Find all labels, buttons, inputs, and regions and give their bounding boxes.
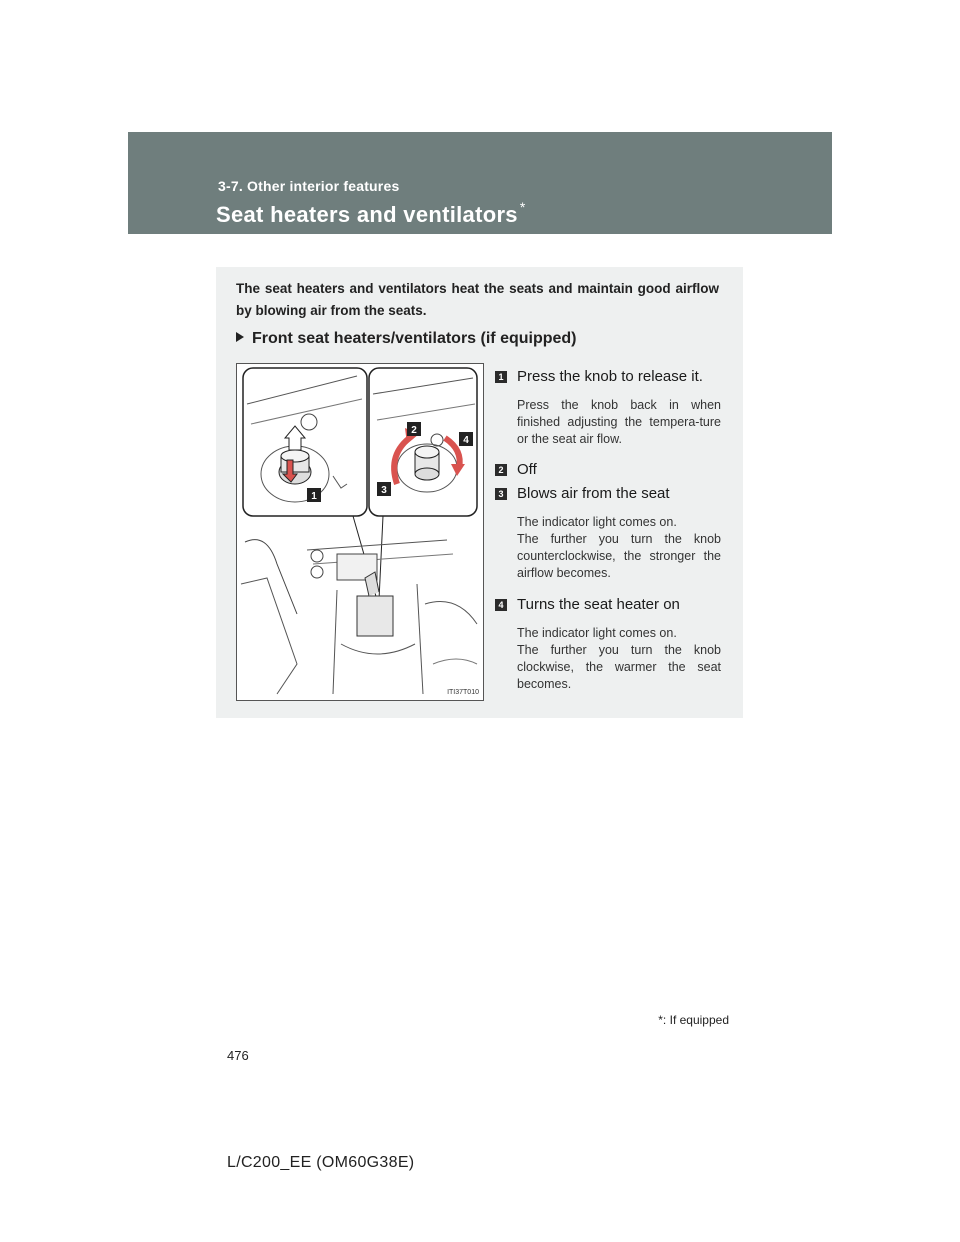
step-4 (495, 595, 721, 693)
figure-code: ITI37T010 (447, 689, 479, 696)
steering-wheel (245, 540, 297, 614)
step-3-title: Blows air from the seat (517, 485, 670, 502)
svg-text:2: 2 (411, 425, 417, 436)
document-code: L/C200_EE (OM60G38E) (227, 1154, 415, 1171)
intro-text: The seat heaters and ventilators heat the seats and maintain good airflow by blowing air from the seats. (236, 281, 719, 318)
step-number-2: 2 (495, 464, 507, 476)
footnote: *: If equipped (658, 1013, 729, 1027)
center-console (341, 644, 415, 654)
subheading-text: Front seat heaters/ventilators (if equipped) (252, 330, 577, 347)
step-3-body-line2: The further you turn the knob counterclockwise, the stronger the airflow becomes. (517, 532, 721, 580)
step-4-body-line2: The further you turn the knob clockwise, the warmer the seat becomes. (517, 643, 721, 691)
knob-illustration (236, 363, 484, 701)
if-equipped-mark: * (519, 199, 526, 215)
svg-text:3: 3 (381, 485, 387, 496)
step-1-title: Press the knob to release it. (517, 368, 703, 385)
step-1-body: Press the knob back in when finished adjusting the tempera-ture or the seat air flow. (517, 398, 721, 446)
step-list (495, 363, 721, 693)
svg-text:4: 4 (463, 435, 469, 446)
step-3-body-line1: The indicator light comes on. (517, 515, 677, 529)
page-number: 476 (227, 1048, 249, 1063)
step-number-3: 3 (495, 488, 507, 500)
svg-text:1: 1 (311, 491, 317, 502)
page-title (216, 199, 526, 228)
step-3 (495, 484, 721, 582)
step-number-4: 4 (495, 599, 507, 611)
step-2-title: Off (517, 461, 537, 478)
gear-shift-area (357, 596, 393, 636)
step-2 (495, 460, 721, 479)
inset-frame-left (243, 368, 367, 516)
triangle-bullet-icon (236, 332, 244, 342)
subheading (236, 330, 577, 348)
step-1 (495, 367, 721, 448)
content-panel (216, 267, 743, 718)
chapter-header (128, 132, 832, 234)
page-title-text: Seat heaters and ventilators (216, 202, 518, 227)
console-drawing (237, 364, 483, 700)
step-4-body-line1: The indicator light comes on. (517, 626, 677, 640)
step-number-1: 1 (495, 371, 507, 383)
section-label: 3-7. Other interior features (218, 178, 400, 194)
step-4-title: Turns the seat heater on (517, 596, 680, 613)
